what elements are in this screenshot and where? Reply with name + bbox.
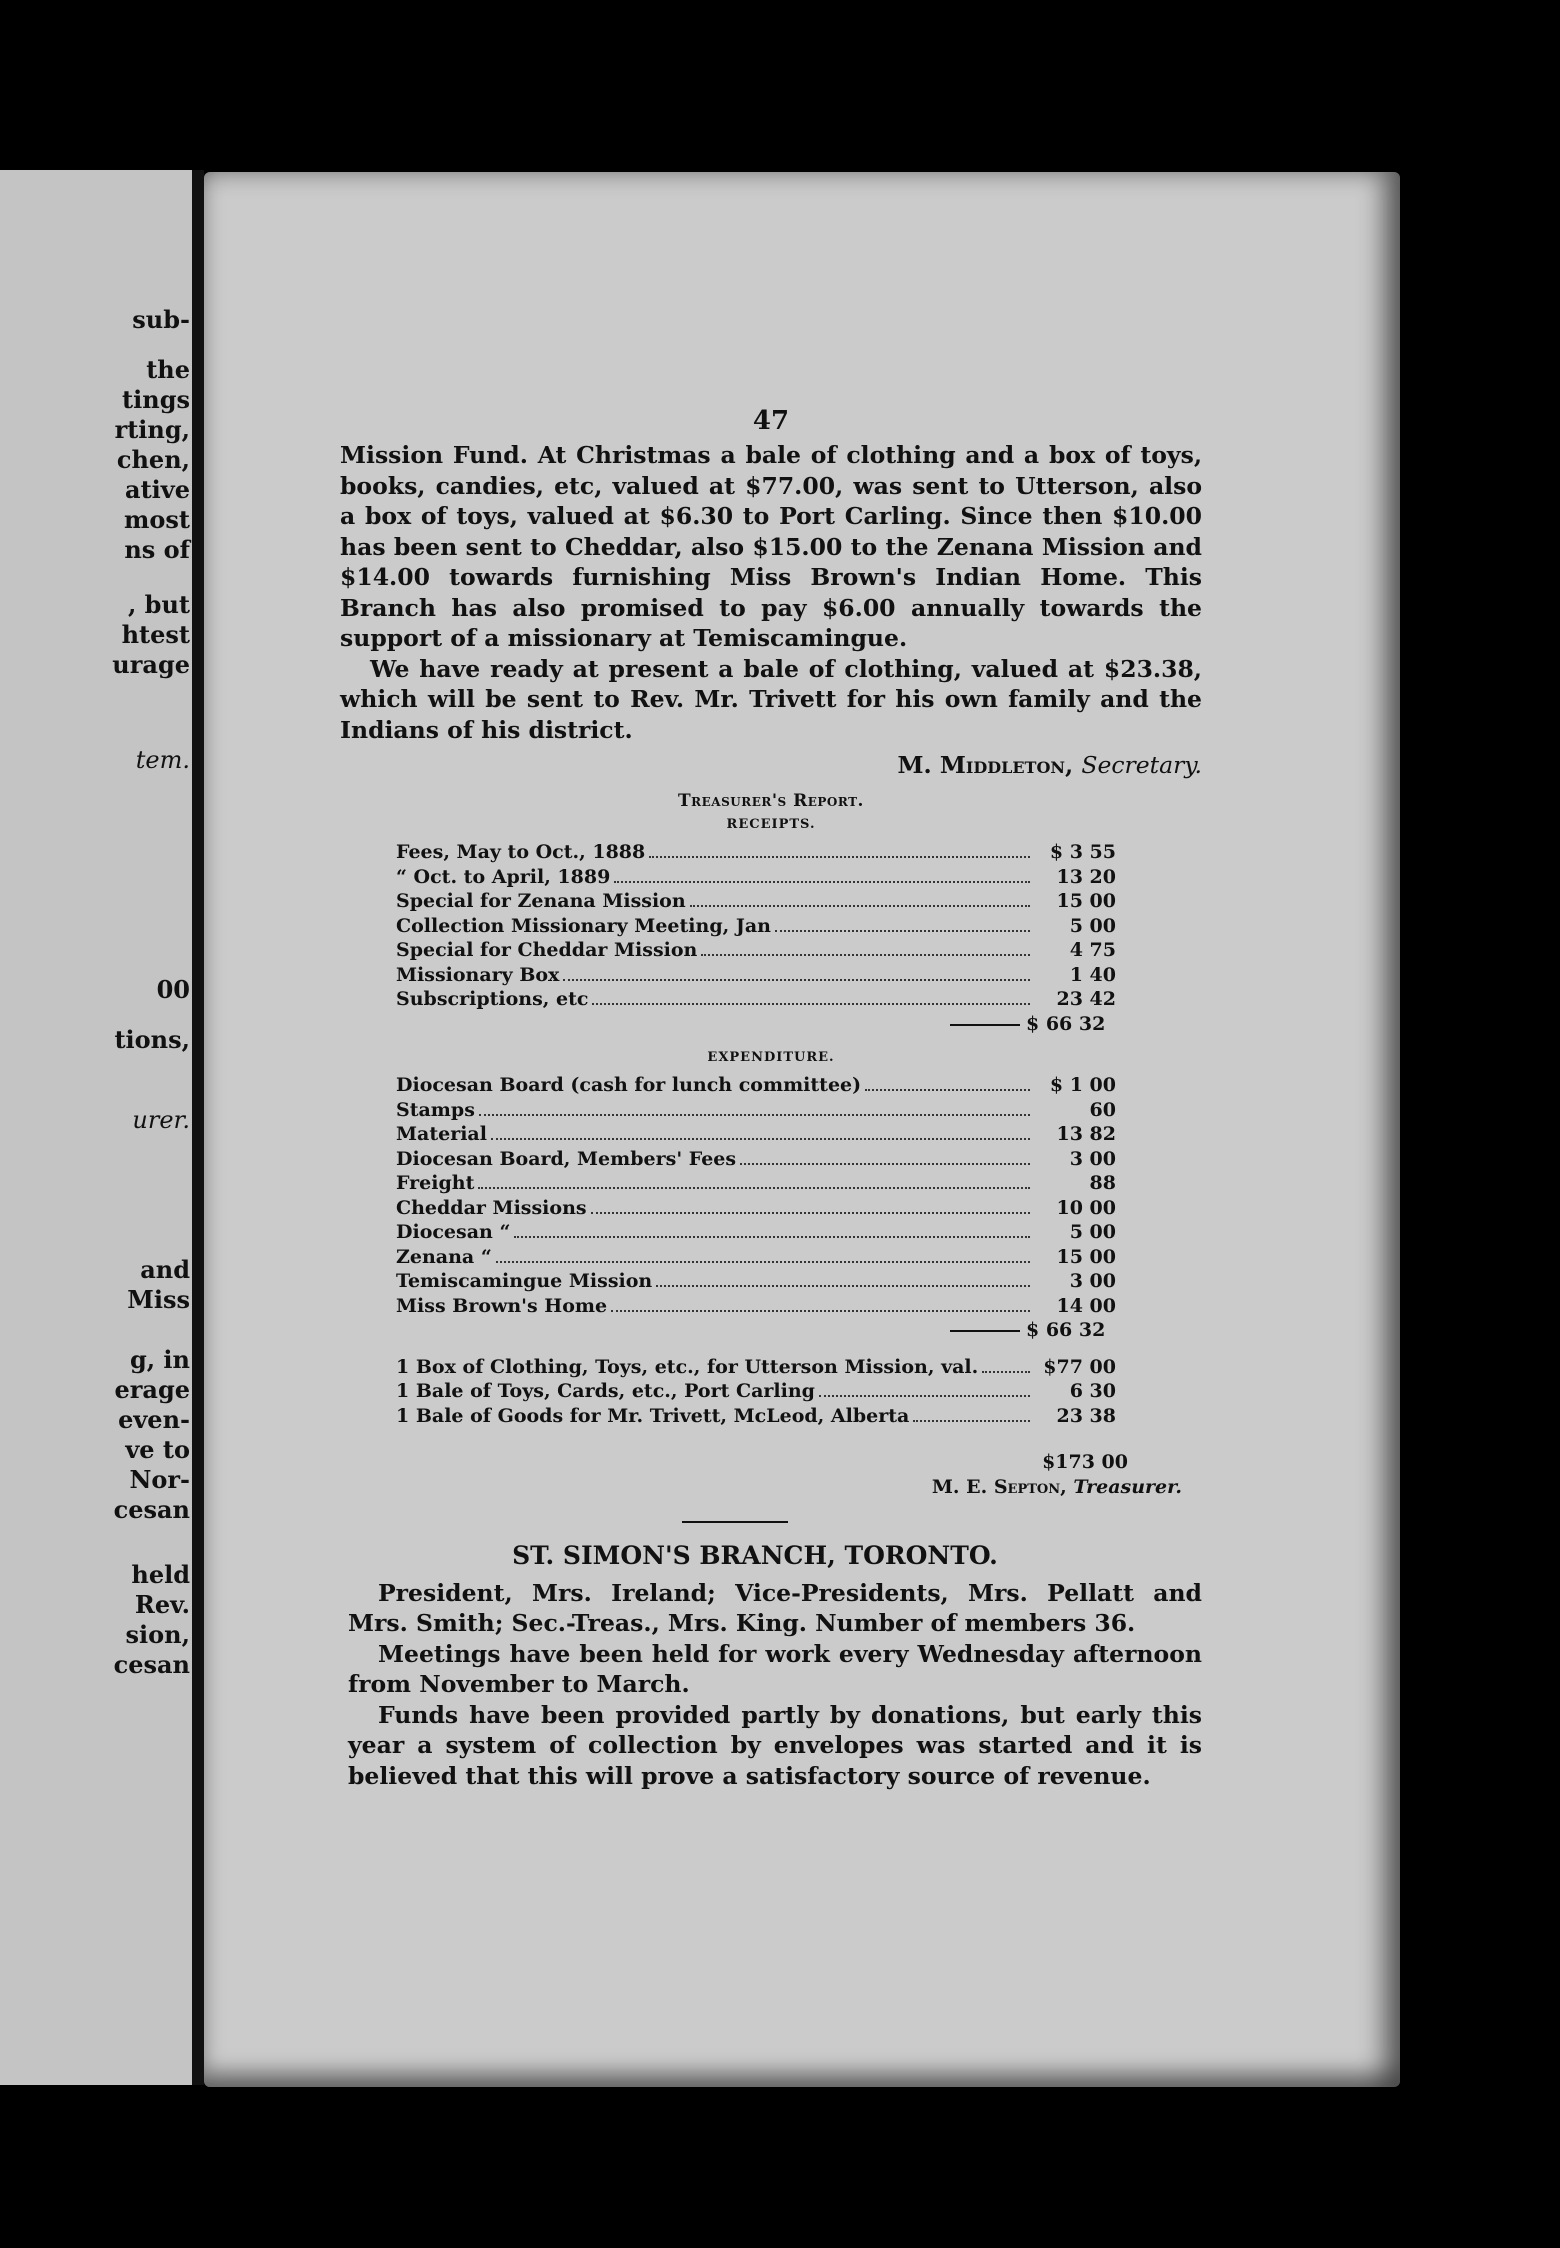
- facing-page-text-fragment: g, in: [129, 1345, 190, 1374]
- leader-dots: [913, 1420, 1030, 1422]
- facing-page-text-fragment: , but: [127, 590, 190, 619]
- branch-officers: President, Mrs. Ireland; Vice-Presidents, Mrs. Pellatt and Mrs. Smith; Sec.-Treas., Mrs. King. Number of members 36.: [348, 1578, 1202, 1637]
- facing-page-text-fragment: and: [140, 1255, 190, 1284]
- receipt-label: Missionary Box: [396, 963, 560, 986]
- leader-dots: [563, 979, 1030, 981]
- leader-dots: [478, 1187, 1030, 1189]
- facing-page-text-fragment: tings: [122, 385, 190, 414]
- facing-page-text-fragment: sion,: [125, 1620, 190, 1649]
- secretary-title: Secretary.: [1081, 751, 1202, 779]
- expenditure-amount: 14 00: [1056, 1294, 1116, 1317]
- receipts-list: [396, 840, 1116, 1012]
- expenditure-row: [396, 1122, 1116, 1147]
- receipt-amount: 23 42: [1056, 988, 1116, 1010]
- expenditure-label: Material: [396, 1123, 487, 1145]
- treasurer-name: M. E. Septon,: [931, 1475, 1067, 1498]
- receipt-amount: 5 00: [1069, 914, 1116, 937]
- grand-total: $173 00: [1042, 1451, 1128, 1473]
- receipt-row: [396, 889, 1116, 914]
- goods-row: [396, 1379, 1116, 1404]
- facing-page-text-fragment: cesan: [113, 1650, 190, 1679]
- expenditure-row: [396, 1196, 1116, 1221]
- expenditure-row: [396, 1171, 1116, 1196]
- leader-dots: [649, 856, 1030, 858]
- branch-meetings: Meetings have been held for work every Wednesday afternoon from November to March.: [348, 1639, 1202, 1698]
- goods-label: 1 Bale of Goods for Mr. Trivett, McLeod, Alberta: [396, 1404, 910, 1427]
- goods-label: 1 Bale of Toys, Cards, etc., Port Carling: [396, 1380, 815, 1402]
- leader-dots: [592, 1003, 1030, 1005]
- branch-funds: Funds have been provided partly by donations, but early this year a system of collection by envelopes was started and it is believed that this will prove a satisfactory source of revenue.: [348, 1700, 1202, 1790]
- expenditure-label: Diocesan “: [396, 1221, 511, 1243]
- leader-dots: [496, 1261, 1030, 1263]
- leader-dots: [819, 1395, 1030, 1397]
- facing-page-text-fragment: even-: [118, 1405, 190, 1434]
- facing-page-text-fragment: tions,: [114, 1025, 190, 1054]
- receipt-row: [396, 914, 1116, 939]
- expenditure-label: Temiscamingue Mission: [396, 1270, 653, 1292]
- receipt-label: Subscriptions, etc: [396, 988, 589, 1010]
- expenditure-label: Zenana “: [396, 1245, 492, 1268]
- leader-dots: [865, 1089, 1030, 1091]
- facing-page-text-fragment: 00: [156, 975, 190, 1004]
- receipts-heading: RECEIPTS.: [726, 817, 816, 832]
- facing-page-text-fragment: urage: [112, 650, 190, 679]
- facing-page-text-fragment: tem.: [135, 746, 190, 774]
- expenditure-amount: 5 00: [1069, 1221, 1116, 1243]
- section-divider: [682, 1521, 788, 1523]
- receipts-total: $ 66 32: [1026, 1012, 1106, 1035]
- page-content: [340, 406, 1202, 1791]
- expenditure-amount: $ 1 00: [1049, 1074, 1116, 1096]
- receipt-label: Special for Cheddar Mission: [396, 939, 698, 961]
- treasurer-signature: [396, 1475, 1182, 1499]
- receipt-amount: 13 20: [1056, 865, 1116, 888]
- expenditure-label: Freight: [396, 1172, 475, 1194]
- page: [204, 172, 1400, 2087]
- facing-page-text-fragment: htest: [121, 620, 190, 649]
- leader-dots: [775, 930, 1030, 932]
- receipt-label: Fees, May to Oct., 1888: [396, 841, 646, 863]
- expenditure-row: [396, 1098, 1116, 1123]
- facing-page-text-fragment: sub-: [132, 305, 190, 334]
- leader-dots: [479, 1114, 1030, 1116]
- expenditure-row: [396, 1220, 1116, 1245]
- leader-dots: [690, 905, 1030, 907]
- expenditure-amount: 15 00: [1056, 1245, 1116, 1268]
- receipt-row: [396, 963, 1116, 988]
- expenditure-label: Cheddar Missions: [396, 1196, 587, 1219]
- expenditure-label: Stamps: [396, 1098, 475, 1121]
- st-simons-section: [348, 1541, 1202, 1792]
- facing-page-text-fragment: Miss: [127, 1285, 190, 1314]
- leader-dots: [491, 1138, 1030, 1140]
- goods-list: [396, 1355, 1116, 1429]
- goods-amount: 6 30: [1069, 1380, 1116, 1402]
- receipt-amount: 1 40: [1069, 963, 1116, 986]
- expenditure-amount: 13 82: [1056, 1123, 1116, 1145]
- expenditure-row: [396, 1294, 1116, 1319]
- expenditure-amount: 60: [1089, 1098, 1116, 1121]
- receipt-amount: $ 3 55: [1049, 841, 1116, 863]
- receipt-amount: 4 75: [1069, 939, 1116, 961]
- leader-dots: [982, 1371, 1030, 1373]
- receipt-amount: 15 00: [1056, 890, 1116, 912]
- leader-dots: [591, 1212, 1030, 1214]
- facing-page-text-fragment: Rev.: [134, 1590, 190, 1619]
- expenditure-row: [396, 1245, 1116, 1270]
- expenditure-total-row: [396, 1318, 1116, 1343]
- expenditure-amount: 3 00: [1069, 1147, 1116, 1170]
- paragraph-bale-ready: We have ready at present a bale of clothing, valued at $23.38, which will be sent to Rev. Mr. Trivett for his own family and the Indians of his district.: [340, 654, 1202, 744]
- facing-page-text-fragment: urer.: [132, 1106, 190, 1134]
- goods-amount: $77 00: [1043, 1355, 1116, 1378]
- branch-title: ST. SIMON'S BRANCH, TORONTO.: [512, 1540, 998, 1570]
- facing-page-text-fragment: held: [131, 1560, 190, 1589]
- facing-page-text-fragment: ative: [125, 475, 190, 504]
- goods-amount: 23 38: [1056, 1404, 1116, 1427]
- facing-page-text-fragment: erage: [114, 1375, 190, 1404]
- receipt-row: [396, 865, 1116, 890]
- leader-dots: [514, 1236, 1030, 1238]
- book-gutter: [192, 170, 204, 2085]
- facing-page-fragment: [0, 170, 198, 2085]
- receipt-row: [396, 987, 1116, 1012]
- treasurer-report-heading: Treasurer's Report.: [678, 791, 864, 811]
- expenditure-total: $ 66 32: [1026, 1319, 1106, 1341]
- treasurer-title: Treasurer.: [1073, 1475, 1182, 1498]
- facing-page-text-fragment: chen,: [116, 445, 190, 474]
- goods-row: [396, 1404, 1116, 1429]
- receipt-row: [396, 938, 1116, 963]
- secretary-signature: [340, 749, 1202, 781]
- expenditure-heading: EXPENDITURE.: [707, 1050, 835, 1065]
- receipt-row: [396, 840, 1116, 865]
- expenditure-list: [396, 1073, 1116, 1318]
- expenditure-label: Diocesan Board, Members' Fees: [396, 1147, 737, 1170]
- leader-dots: [611, 1310, 1030, 1312]
- expenditure-amount: 10 00: [1056, 1196, 1116, 1219]
- paragraph-mission-fund: Mission Fund. At Christmas a bale of clothing and a box of toys, books, candies, etc, valued at $77.00, was sent to Utterson, also a box of toys, valued at $6.30 to Port Carling. Since then $10.00 has been sent to Cheddar, also $15.00 to the Zenana Mission and $14.00 towards furnishing Miss Brown's Indian Home. This Branch has also promised to pay $6.00 annually towards the support of a missionary at Temiscamingue.: [340, 441, 1202, 652]
- goods-label: 1 Box of Clothing, Toys, etc., for Utterson Mission, val.: [396, 1355, 979, 1378]
- expenditure-amount: 3 00: [1069, 1270, 1116, 1292]
- facing-page-text-fragment: rting,: [114, 415, 190, 444]
- expenditure-amount: 88: [1089, 1172, 1116, 1194]
- leader-dots: [656, 1285, 1030, 1287]
- secretary-name: M. Middleton,: [897, 751, 1074, 779]
- expenditure-row: [396, 1269, 1116, 1294]
- page-number: 47: [752, 406, 790, 436]
- expenditure-label: Miss Brown's Home: [396, 1294, 608, 1317]
- leader-dots: [740, 1163, 1030, 1165]
- expenditure-label: Diocesan Board (cash for lunch committee): [396, 1074, 862, 1096]
- facing-page-text-fragment: most: [124, 505, 190, 534]
- expenditure-row: [396, 1073, 1116, 1098]
- receipts-total-row: [396, 1012, 1116, 1037]
- facing-page-text-fragment: cesan: [113, 1495, 190, 1524]
- expenditure-row: [396, 1147, 1116, 1172]
- receipt-label: “ Oct. to April, 1889: [396, 865, 611, 888]
- facing-page-text-fragment: the: [146, 355, 190, 384]
- goods-row: [396, 1355, 1116, 1380]
- facing-page-text-fragment: Nor-: [129, 1465, 190, 1494]
- leader-dots: [701, 954, 1030, 956]
- receipt-label: Collection Missionary Meeting, Jan: [396, 914, 771, 937]
- facing-page-text-fragment: ve to: [125, 1435, 190, 1464]
- leader-dots: [614, 881, 1030, 883]
- receipt-label: Special for Zenana Mission: [396, 890, 686, 912]
- facing-page-text-fragment: ns of: [124, 535, 190, 564]
